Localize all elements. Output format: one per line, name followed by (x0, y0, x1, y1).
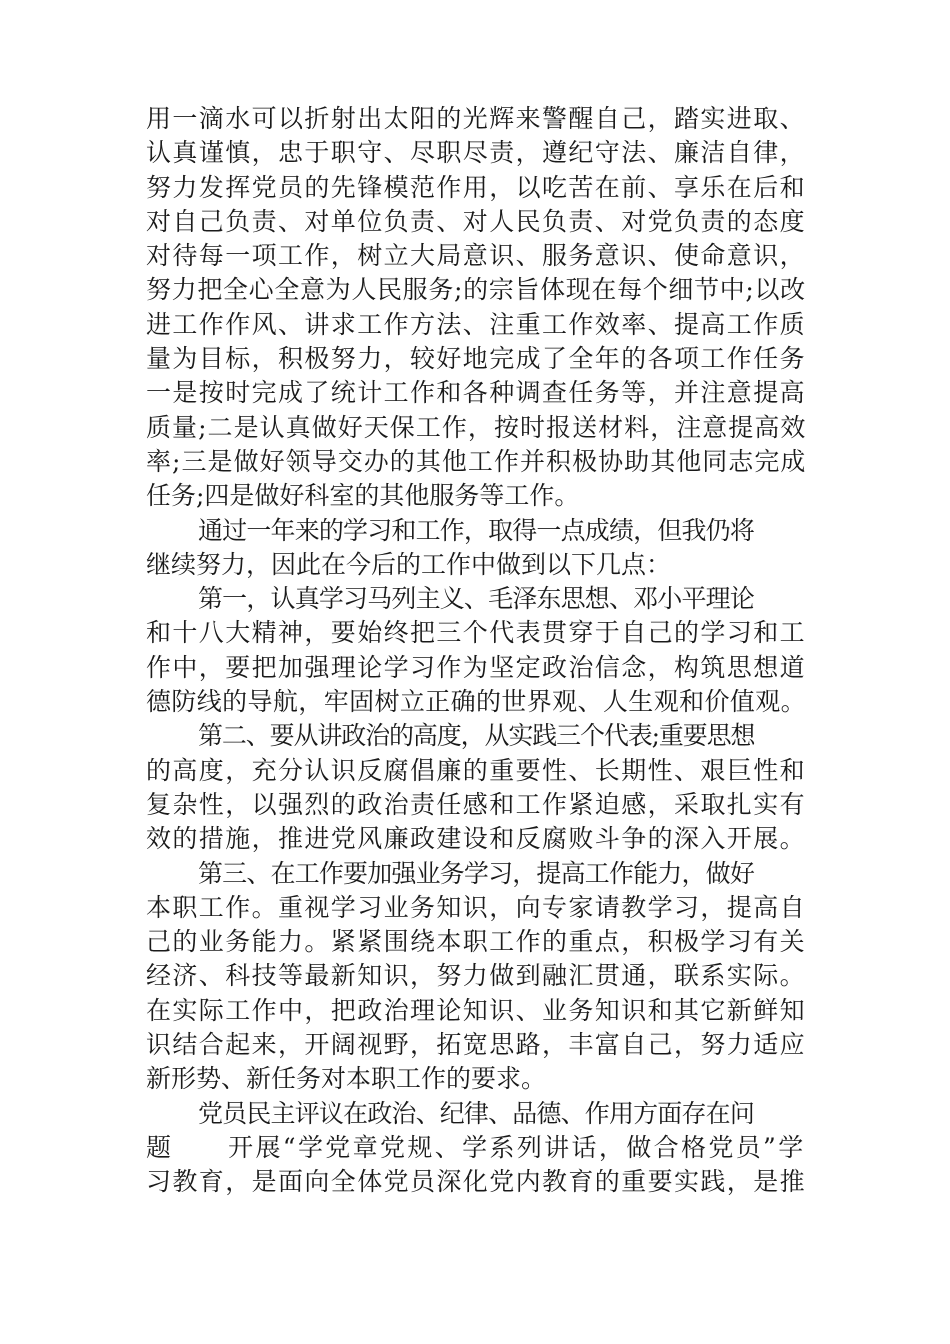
paragraph-first-line: 第一，认真学习马列主义、毛泽东思想、邓小平理论 (198, 584, 755, 614)
text-line: 认真谨慎，忠于职守、尽职尽责，遵纪守法、廉洁自律， (146, 138, 807, 168)
text-line: 复杂性，以强烈的政治责任感和工作紧迫感，采取扎实有 (146, 789, 807, 819)
text-line: 率;三是做好领导交办的其他工作并积极协助其他同志完成 (146, 446, 807, 476)
text-line: 效的措施，推进党风廉政建设和反腐败斗争的深入开展。 (146, 824, 807, 854)
text-line: 新形势、新任务对本职工作的要求。 (146, 1064, 547, 1094)
text-line: 进工作作风、讲求工作方法、注重工作效率、提高工作质 (146, 309, 807, 339)
text-line: 作中，要把加强理论学习作为坚定政治信念，构筑思想道 (146, 652, 807, 682)
text-line: 经济、科技等最新知识，努力做到融汇贯通，联系实际。 (146, 961, 807, 991)
text-line: 质量;二是认真做好天保工作，按时报送材料，注意提高效 (146, 412, 807, 442)
paragraph-first-line: 第三、在工作要加强业务学习，提高工作能力，做好 (198, 858, 755, 888)
text-line: 努力发挥党员的先锋模范作用，以吃苦在前、享乐在后和 (146, 172, 807, 202)
text-line: 量为目标，积极努力，较好地完成了全年的各项工作任务 (146, 344, 807, 374)
text-line: 对待每一项工作，树立大局意识、服务意识、使命意识， (146, 241, 807, 271)
paragraph-first-line: 党员民主评议在政治、纪律、品德、作用方面存在问 (198, 1098, 755, 1128)
text-line: 德防线的导航，牢固树立正确的世界观、人生观和价值观。 (146, 687, 807, 717)
text-line: 己的业务能力。紧紧围绕本职工作的重点，积极学习有关 (146, 927, 807, 957)
text-line: 用一滴水可以折射出太阳的光辉来警醒自己，踏实进取、 (146, 104, 807, 133)
paragraph-first-line: 第二、要从讲政治的高度，从实践三个代表;重要思想 (198, 721, 755, 751)
text-line: 本职工作。重视学习业务知识，向专家请教学习，提高自 (146, 892, 807, 922)
text-line: 习教育，是面向全体党员深化党内教育的重要实践，是推 (146, 1167, 807, 1197)
text-line: 对自己负责、对单位负责、对人民负责、对党负责的态度 (146, 206, 807, 236)
text-line: 题 开展“学党章党规、学系列讲话，做合格党员”学 (146, 1132, 806, 1162)
body-text (146, 102, 806, 1200)
text-line: 努力把全心全意为人民服务;的宗旨体现在每个细节中;以改 (146, 275, 806, 305)
paragraph-first-line: 通过一年来的学习和工作，取得一点成绩，但我仍将 (198, 515, 755, 545)
text-line: 继续努力，因此在今后的工作中做到以下几点： (146, 549, 672, 579)
text-line: 任务;四是做好科室的其他服务等工作。 (146, 481, 580, 511)
text-line: 在实际工作中，把政治理论知识、业务知识和其它新鲜知 (146, 995, 807, 1025)
text-line: 和十八大精神，要始终把三个代表贯穿于自己的学习和工 (146, 618, 807, 648)
text-line: 一是按时完成了统计工作和各种调查任务等，并注意提高 (146, 378, 807, 408)
text-line: 的高度，充分认识反腐倡廉的重要性、长期性、艰巨性和 (146, 755, 807, 785)
text-line: 识结合起来，开阔视野，拓宽思路，丰富自己，努力适应 (146, 1030, 807, 1060)
